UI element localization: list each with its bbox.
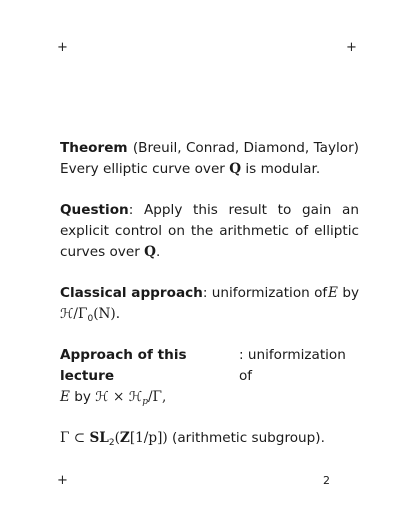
classical-curve: E [328, 285, 338, 301]
crop-mark-top-right: + [346, 40, 357, 55]
lecture-product: ℋ × ℋ [95, 389, 143, 405]
gamma-symbol: Γ ⊂ [60, 430, 86, 446]
gamma-block [60, 428, 359, 449]
page-number: 2 [323, 474, 330, 487]
theorem-authors: (Breuil, Conrad, Diamond, Taylor) [132, 140, 359, 156]
slide-body [60, 138, 359, 469]
question-field: Q [144, 244, 156, 260]
classical-text: : uniformization of [202, 285, 328, 301]
classical-arg: (N). [93, 306, 121, 322]
lecture-by: by [74, 389, 91, 405]
question-text: : Apply this result to gain an explicit control on the arithmetic of elliptic curves over [60, 202, 359, 260]
classical-quotient: ℋ/Γ [60, 306, 88, 322]
crop-mark-top-left: + [57, 40, 68, 55]
lecture-text: : uniformization of [238, 347, 346, 384]
theorem-statement [60, 159, 359, 180]
lecture-line-1 [60, 345, 359, 387]
classical-label: Classical approach [60, 285, 203, 301]
theorem-text-prefix: Every elliptic curve over [60, 161, 225, 177]
gamma-ring-open: ( [114, 430, 120, 446]
gamma-group: SL [89, 430, 109, 446]
lecture-approach-block [60, 345, 359, 408]
lecture-sub: p [142, 397, 148, 407]
gamma-note: (arithmetic subgroup). [172, 430, 325, 446]
gamma-ring: Z [119, 430, 130, 446]
classical-line-2 [60, 304, 359, 325]
crop-mark-bottom-left: + [57, 473, 68, 488]
question-label: Question [60, 202, 129, 218]
gamma-ring-close: [1/p]) [129, 430, 168, 446]
gamma-line [60, 428, 359, 449]
classical-by: by [342, 285, 359, 301]
theorem-line-1 [60, 138, 359, 159]
theorem-field: Q [229, 161, 242, 177]
theorem-label: Theorem [60, 140, 128, 156]
classical-approach-block [60, 283, 359, 325]
lecture-label: Approach of this lecture [60, 347, 187, 384]
lecture-line-2 [60, 387, 359, 408]
theorem-text-suffix: is modular. [245, 161, 321, 177]
gamma-sub: 2 [108, 438, 115, 448]
classical-line-1 [60, 283, 359, 304]
lecture-quotient: /Γ, [147, 389, 167, 405]
lecture-curve: E [60, 389, 70, 405]
theorem-block [60, 138, 359, 180]
question-block [60, 200, 359, 263]
question-end: . [155, 244, 161, 260]
classical-sub: 0 [87, 314, 94, 324]
